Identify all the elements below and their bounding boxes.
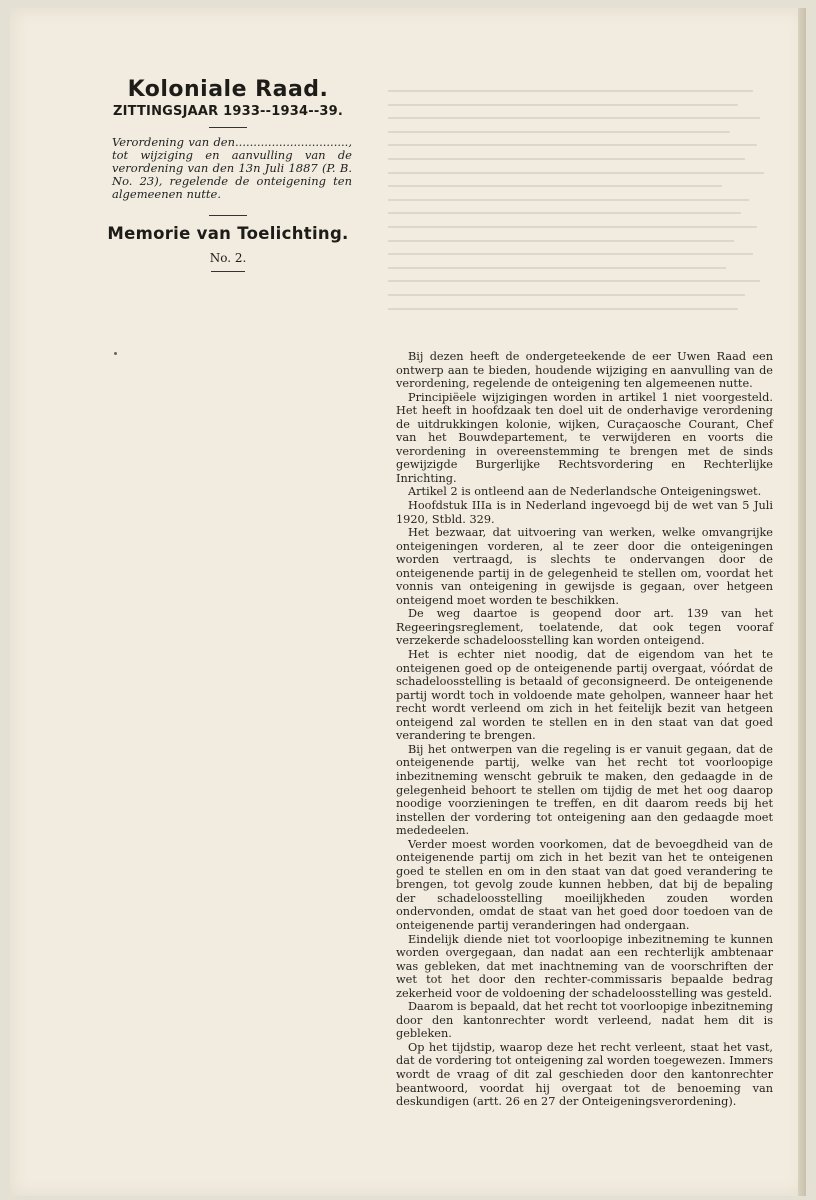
bleed-through-text xyxy=(388,90,768,330)
paragraph: Verder moest worden voorkomen, dat de bevoegdheid van de onteigenende partij om zich in het bezit van het te onteigenen goed te stellen en om in den staat van dat goed verandering te brengen, tot gevolg zoude kunnen hebben, dat bij de bepaling der schadeloosstelling moeilijkheden zouden worden ondervonden, omdat de staat van het goed door toedoen van de onteigenende partij veranderingen had ondergaan. xyxy=(396,837,773,932)
paragraph: De weg daartoe is geopend door art. 139 van het Regeeringsreglement, toelatende, dat ook tegen vooraf verzekerde schadeloosstelling kan worden onteigend. xyxy=(396,607,773,648)
paragraph: Principiëele wijzigingen worden in artikel 1 niet voorgesteld. Het heeft in hoofdzaak ten doel uit de onderhavige verordening de uitdrukkingen kolonie, wijken, Curaçaosche Courant, Chef van het Bouwdepartement, te verwijderen en voorts die verordening in overeenstemming te brengen met de sinds gewijzigde Burgerlijke Rechtsvordering en Rechterlijke Inrichting. xyxy=(396,390,773,485)
document-page xyxy=(10,8,806,1196)
divider xyxy=(209,127,247,128)
paragraph: Op het tijdstip, waarop deze het recht verleent, staat het vast, dat de vordering tot onteigening zal worden toegewezen. Immers wordt de vraag of dit zal geschieden door den kantonrechter beantwoord, voordat hij overgaat tot de benoeming van deskundigen (artt. 26 en 27 der Onteigeningsverordening). xyxy=(396,1040,773,1109)
divider xyxy=(211,271,245,272)
divider xyxy=(209,215,247,216)
document-number: No. 2. xyxy=(209,251,247,265)
document-type: Memorie van Toelichting. xyxy=(107,224,349,243)
paragraph: Hoofdstuk IIIa is in Nederland ingevoegd bij de wet van 5 Juli 1920, Stbld. 329. xyxy=(396,499,773,526)
paragraph: Het is echter niet noodig, dat de eigendom van het te onteigenen goed op de onteigenende partij overgaat, vóórdat de schadeloosstelling is betaald of geconsigneerd. De onteigenende partij wordt toch in voldoende mate geholpen, wanneer haar het recht wordt verleend om zich in het feitelijk bezit van hetgeen onteigend zal worden te stellen en in den staat van dat goed verandering te brengen. xyxy=(396,648,773,743)
heading-column xyxy=(98,78,358,280)
page-edge xyxy=(798,8,806,1196)
paragraph: Bij het ontwerpen van die regeling is er vanuit gegaan, dat de onteigenende partij, welke van het recht tot voorloopige inbezitneming wenscht gebruik te maken, den gedaagde in de gelegenheid behoort te stellen om tijdig de met het oog daarop noodige voorzieningen te treffen, en dit daarom reeds bij het instellen der vordering tot onteigening aan den gedaagde moet mededeelen. xyxy=(396,742,773,838)
paragraph: Eindelijk diende niet tot voorloopige inbezitneming te kunnen worden overgegaan, dan nadat aan een rechterlijk ambtenaar was gebleken, dat met inachtneming van de voorschriften der wet tot het door den rechter-commissaris bepaalde bedrag zekerheid voor de voldoening der schadeloosstelling was gesteld. xyxy=(396,932,773,1000)
paragraph: Het bezwaar, dat uitvoering van werken, welke omvangrijke onteigeningen vorderen, al te zeer door die onteigeningen worden vertraagd, is slechts te ondervangen door de onteigenende partij in de gelegenheid te stellen om, voordat het vonnis van onteigening in gewijsde is gegaan, over hetgeen onteigend moet worden te beschikken. xyxy=(396,526,773,607)
council-title: Koloniale Raad. xyxy=(127,77,329,102)
session-year: ZITTINGSJAAR 1933--1934--39. xyxy=(112,104,344,119)
margin-dot xyxy=(114,352,117,355)
paragraph: Artikel 2 is ontleend aan de Nederlandsche Onteigeningswet. xyxy=(408,485,762,499)
paragraph: Bij dezen heeft de ondergeteekende de eer Uwen Raad een ontwerp aan te bieden, houdende wijziging en aanvulling van de verordening, regelende de onteigening ten algemeenen nutte. xyxy=(396,350,773,391)
ordinance-description: Verordening van den..............................., tot wijziging en aanvulling van de verordening van den 13n Juli 1887 (P. B. No. 23), regelende de onteigening ten algemeenen nutte. xyxy=(112,135,352,201)
body-text xyxy=(396,350,773,1109)
paragraph: Daarom is bepaald, dat het recht tot voorloopige inbezitneming door den kantonrechter wordt verleend, nadat hem dit is gebleken. xyxy=(396,1000,773,1041)
